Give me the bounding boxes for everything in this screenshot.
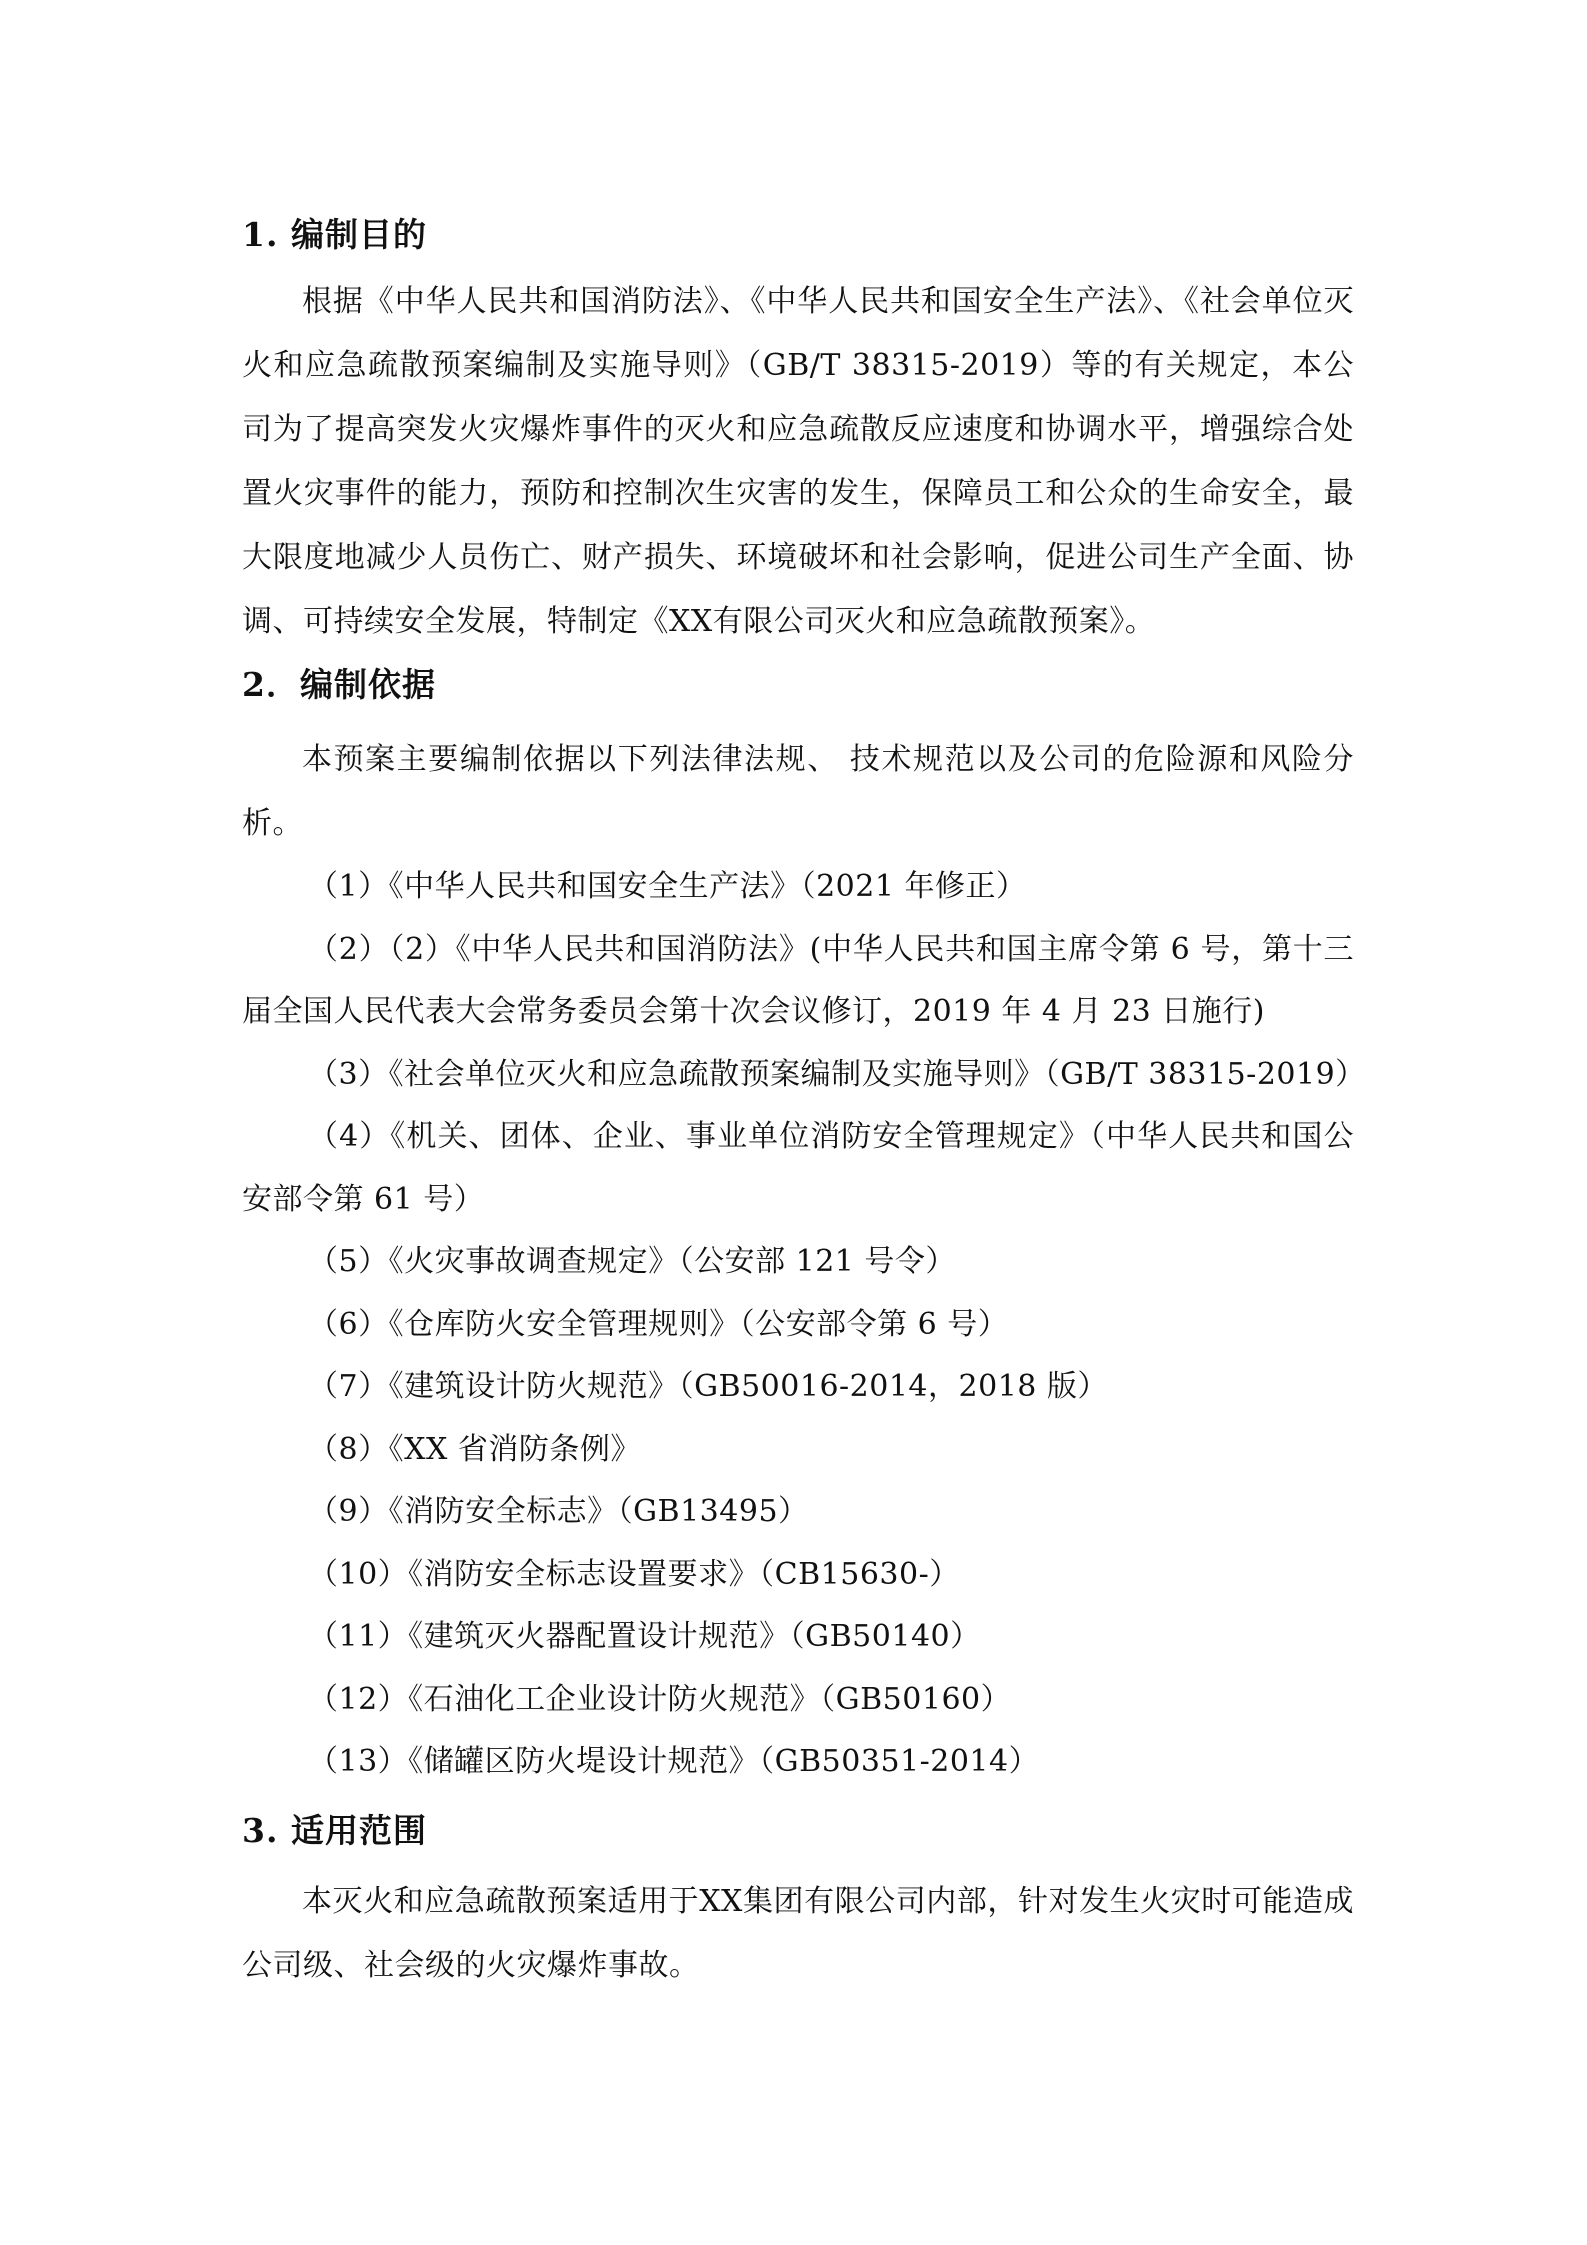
basis-list-item: （7）《建筑设计防火规范》（GB50016-2014，2018 版）	[308, 1369, 1108, 1404]
basis-list-item: （6）《仓库防火安全管理规则》（公安部令第 6 号）	[308, 1306, 1009, 1342]
basis-list-item: （8）《XX 省消防条例》	[308, 1431, 641, 1467]
section-heading-basis: 2．编制依据	[242, 665, 436, 704]
basis-list-item: （2）（2）《中华人民共和国消防法》(中华人民共和国主席令第 6 号，第十三届全国人民代表大会常务委员会第十次会议修订，2019 年 4 月 23 日施行)	[242, 931, 1354, 1029]
basis-list-item: （10）《消防安全标志设置要求》（CB15630-）	[308, 1556, 960, 1592]
basis-list-item: （12）《石油化工企业设计防火规范》（GB50160）	[308, 1681, 1012, 1717]
section-heading-scope: 3. 适用范围	[242, 1810, 427, 1850]
section-body-purpose: 根据《中华人民共和国消防法》、《中华人民共和国安全生产法》、《社会单位灭火和应急疏散预案编制及实施导则》（GB/T 38315-2019）等的有关规定，本公司为了提高突发火灾爆炸事件的灭火和应急疏散反应速度和协调水平，增强综合处置火灾事件的能力，预防和控制次生灾害的发生，保障员工和公众的生命安全，最大限度地减少人员伤亡、财产损失、环境破坏和社会影响，促进公司生产全面、协调、可持续安全发展，特制定《XX有限公司灭火和应急疏散预案》。	[242, 284, 1354, 639]
section-body-scope: 本灭火和应急疏散预案适用于XX集团有限公司内部，针对发生火灾时可能造成公司级、社会级的火灾爆炸事故。	[242, 1883, 1354, 1983]
basis-list-item: （1）《中华人民共和国安全生产法》（2021 年修正）	[308, 869, 1027, 904]
basis-list-item: （13）《储罐区防火堤设计规范》（GB50351-2014）	[308, 1744, 1040, 1779]
document-content	[242, 200, 1366, 1998]
section-heading-purpose: 1. 编制目的	[242, 215, 427, 254]
basis-list-item: （5）《火灾事故调查规定》（公安部 121 号令）	[308, 1244, 956, 1279]
basis-list-item: （9）《消防安全标志》（GB13495）	[308, 1494, 809, 1529]
basis-list-item: （11）《建筑灭火器配置设计规范》（GB50140）	[308, 1619, 981, 1654]
basis-list-item: （4）《机关、团体、企业、事业单位消防安全管理规定》（中华人民共和国公安部令第 61 号）	[242, 1119, 1354, 1217]
basis-list	[242, 856, 1366, 1794]
basis-list-item: （3）《社会单位灭火和应急疏散预案编制及实施导则》（GB/T 38315-2019）	[308, 1056, 1366, 1092]
section-intro-basis: 本预案主要编制依据以下列法律法规、 技术规范以及公司的危险源和风险分析。	[242, 742, 1354, 841]
